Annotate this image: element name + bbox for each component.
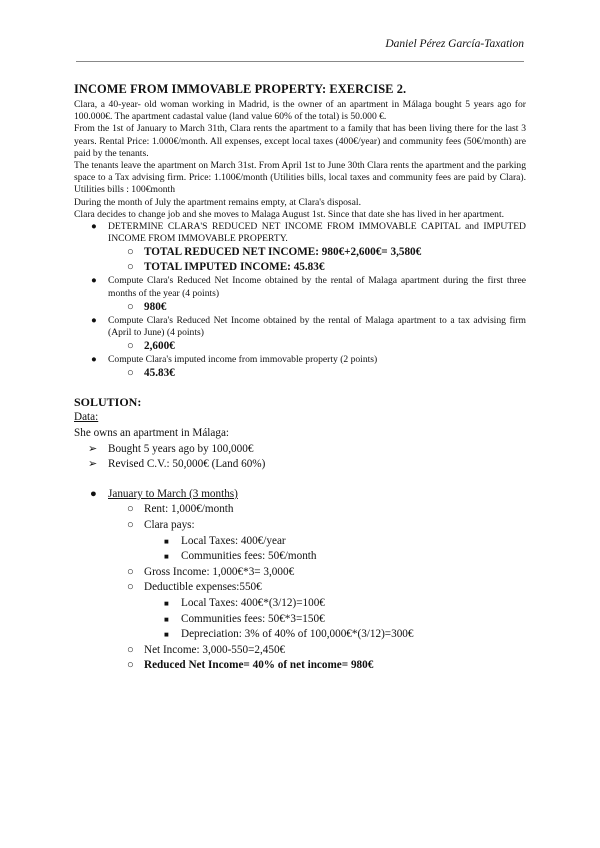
circle-bullet-icon: ○ [127, 340, 134, 353]
circle-bullet-icon: ○ [127, 659, 134, 672]
arrow-bullet-icon: ➢ [88, 442, 98, 455]
clara-pays-subitem: ■ Communities fees: 50€/month [74, 549, 526, 565]
deductible-subitem: ■ Communities fees: 50€*3=150€ [74, 612, 526, 628]
fact-item: ➢ Revised C.V.: 50,000€ (Land 60%) [74, 457, 526, 473]
header-rule [76, 61, 524, 62]
question-text: Compute Clara's imputed income from immovable property (2 points) [108, 354, 378, 366]
question-text: Compute Clara's Reduced Net Income obtained by the rental of Malaga apartment during the first three months of the year (4 points) [108, 275, 526, 299]
data-label: Data: [74, 411, 99, 424]
answer-text: TOTAL REDUCED NET INCOME: 980€+2,600€= 3,580€ [144, 246, 422, 259]
answer-text: TOTAL IMPUTED INCOME: 45.83€ [144, 261, 325, 274]
owns-statement: She owns an apartment in Málaga: [74, 427, 230, 440]
square-bullet-icon: ■ [164, 536, 169, 546]
answer-item [74, 245, 526, 260]
bullet-icon: ● [90, 487, 97, 500]
answer-item [74, 366, 526, 381]
deductible-subitem: ■ Local Taxes: 400€*(3/12)=100€ [74, 596, 526, 612]
exercise-paragraph: During the month of July the apartment remains empty, at Clara's disposal. [74, 196, 361, 208]
reduced-net-income-item: ○ Reduced Net Income= 40% of net income= 980€ [74, 658, 526, 674]
clara-pays-item: ○ Clara pays: [74, 518, 526, 534]
exercise-paragraph: From the 1st of January to March 31th, Clara rents the apartment to a family that has been living there for the last 3 years. Rental Price: 1.000€/month. All expenses, except local taxes (400€/year) and community fees (50€/month) are paid by the tenants. [74, 123, 526, 159]
answer-text: 2,600€ [144, 340, 175, 353]
question-item [74, 221, 526, 245]
square-bullet-icon: ■ [164, 552, 169, 562]
answer-item [74, 339, 526, 354]
bullet-icon: ● [91, 354, 97, 366]
net-income-item: ○ Net Income: 3,000-550=2,450€ [74, 643, 526, 659]
circle-bullet-icon: ○ [127, 519, 134, 532]
period-heading: ● January to March (3 months) [74, 487, 526, 503]
fact-item: ➢ Bought 5 years ago by 100,000€ [74, 442, 526, 458]
exercise-paragraph: Clara, a 40-year- old woman working in Madrid, is the owner of an apartment in Málaga bought 5 years ago for 100.000€. The apartment cadastal value (land value 60% of the total) is 50.000 €. [74, 99, 526, 123]
exercise-paragraph: The tenants leave the apartment on March 31st. From April 1st to June 30th Clara rents the apartment and the parking space to a Tax advising firm. Price: 1.100€/month (Utilities bills, local taxes and community fees are paid by Clara). Utilities bills : 100€month [74, 160, 526, 196]
square-bullet-icon: ■ [164, 614, 169, 624]
exercise-paragraph: Clara decides to change job and she moves to Malaga August 1st. Since that date she has lived in her apartment. [74, 208, 505, 220]
circle-bullet-icon: ○ [127, 261, 134, 274]
circle-bullet-icon: ○ [127, 565, 134, 578]
exercise-title: INCOME FROM IMMOVABLE PROPERTY: EXERCISE 2. [74, 82, 407, 96]
bullet-icon: ● [91, 275, 97, 287]
answer-item [74, 300, 526, 315]
arrow-bullet-icon: ➢ [88, 458, 98, 471]
document-content [74, 82, 526, 674]
bullet-icon: ● [91, 221, 97, 233]
rent-item: ○ Rent: 1,000€/month [74, 502, 526, 518]
question-text: DETERMINE CLARA'S REDUCED NET INCOME FROM IMMOVABLE CAPITAL and IMPUTED INCOME FROM IMMOVABLE PROPERTY. [108, 221, 526, 245]
circle-bullet-icon: ○ [127, 503, 134, 516]
page-header-author: Daniel Pérez García-Taxation [385, 38, 524, 50]
deductible-subitem: ■ Depreciation: 3% of 40% of 100,000€*(3/12)=300€ [74, 627, 526, 643]
question-item [74, 275, 526, 299]
question-list [74, 221, 526, 381]
circle-bullet-icon: ○ [127, 300, 134, 313]
answer-text: 980€ [144, 300, 167, 313]
circle-bullet-icon: ○ [127, 246, 134, 259]
question-item [74, 315, 526, 339]
circle-bullet-icon: ○ [127, 581, 134, 594]
solution-title: SOLUTION: [74, 395, 142, 410]
question-text: Compute Clara's Reduced Net Income obtained by the rental of Malaga apartment to a tax advising firm (April to June) (4 points) [108, 314, 526, 339]
square-bullet-icon: ■ [164, 630, 169, 640]
gross-income-item: ○ Gross Income: 1,000€*3= 3,000€ [74, 565, 526, 581]
bullet-icon: ● [91, 314, 97, 326]
deductible-expenses-item: ○ Deductible expenses:550€ [74, 580, 526, 596]
question-item [74, 354, 526, 366]
square-bullet-icon: ■ [164, 598, 169, 608]
circle-bullet-icon: ○ [127, 367, 134, 380]
circle-bullet-icon: ○ [127, 643, 134, 656]
clara-pays-subitem: ■ Local Taxes: 400€/year [74, 534, 526, 550]
answer-text: 45.83€ [144, 367, 175, 380]
answer-item [74, 260, 526, 275]
